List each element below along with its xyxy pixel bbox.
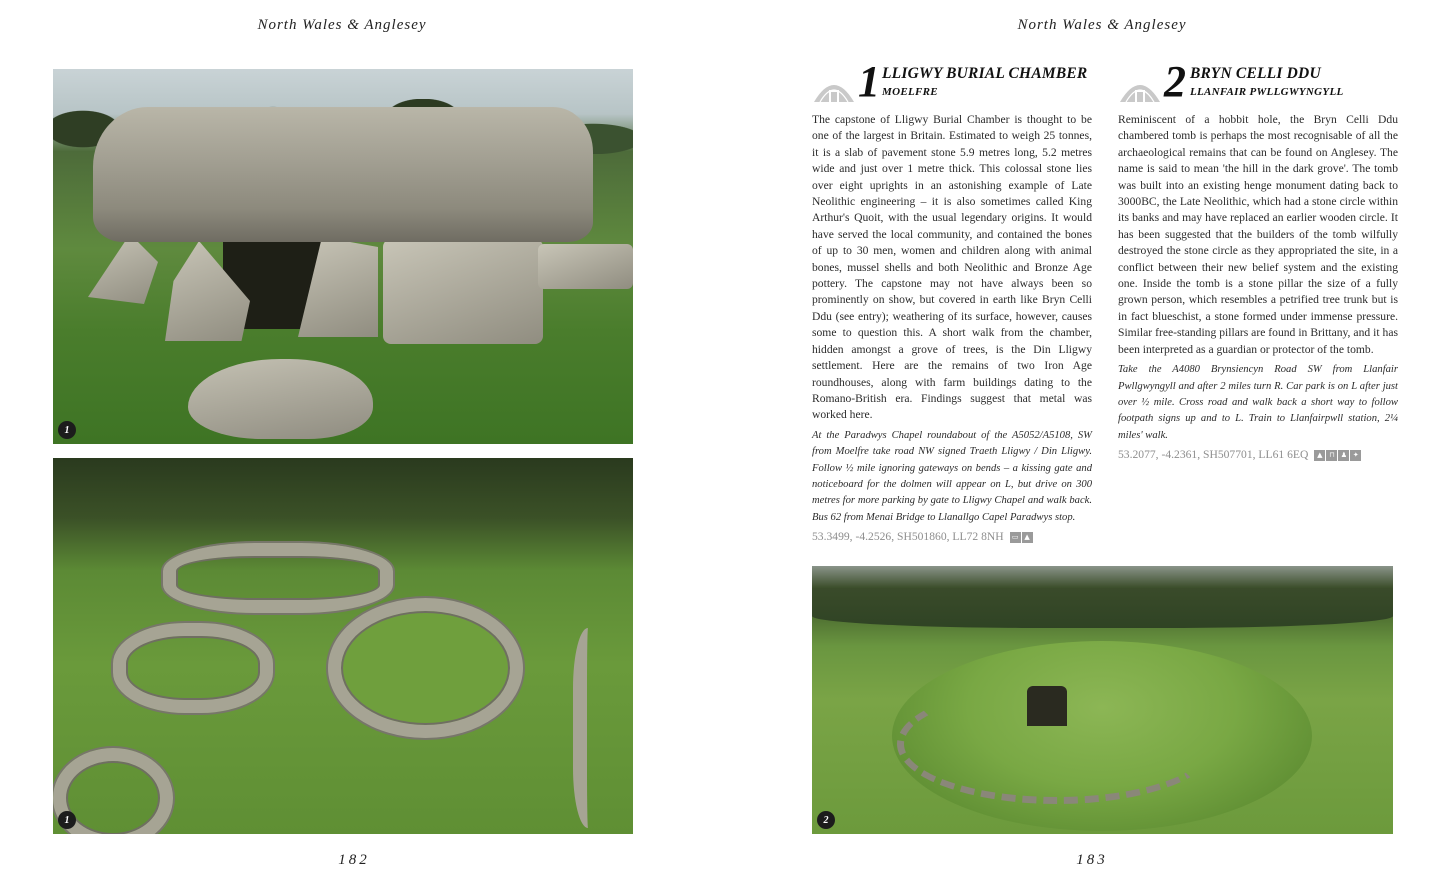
upright-stone xyxy=(88,234,158,304)
photo-number-badge: 1 xyxy=(58,421,76,439)
entry-directions: At the Paradwys Chapel roundabout of the A5052/A5108, SW from Moelfre take road NW signed Traeth Lligwy / Din Lligwy. Follow ½ mile ignoring gateways on bends – a kissing gate and noticeboard for the dolmen will appear on L, but drive on 300 metres for more parking by gate to Lligwy Chapel and walk back. Bus 62 from Menai Bridge to Llanallgo Capel Paradwys stop. xyxy=(812,429,1092,523)
entry-number: 2 xyxy=(1164,57,1186,106)
photo-number-badge: 1 xyxy=(58,811,76,829)
entry-body: The capstone of Lligwy Burial Chamber is thought to be one of the largest in Britain. Estimated to weigh 25 tonnes, it is a slab of pavement stone 5.9 metres long, 5.2 metres wide and just over 1 metre thick. This colossal stone lies over eight uprights in an astonishing example of Late Neolithic engineering – it is also sometimes called King Arthur's Quoit, with the usual legendary origins. It would have served the local community, and contained the bones of up to 30 men, women and children along with animal bones, mussel shells and both Neolithic and Bronze Age pottery. The capstone may not have always been so prominently on show, but covered in earth like Bryn Celli Ddu (see entry); weathering of its surface, however, causes some to question this. A short walk from the chamber, hidden amongst a grove of trees, is the Din Lligwy settlement. Here are the remains of two Iron Age roundhouses, along with farm buildings dating to the Romano-British era. Findings suggest that metal was worked here. xyxy=(812,113,1092,422)
photo-number-badge: 2 xyxy=(817,811,835,829)
upright-stone xyxy=(538,244,633,289)
stone-wall xyxy=(573,628,623,828)
mountain-icon: ▲ xyxy=(1022,532,1033,543)
entry-coordinates: 53.3499, -4.2526, SH501860, LL72 8NH xyxy=(812,530,1004,544)
entry-bryn-celli-ddu xyxy=(1118,57,1398,463)
entry-body: Reminiscent of a hobbit hole, the Bryn Celli Ddu chambered tomb is perhaps the most recognisable of all the archaeological remains that can be found on Anglesey. The name is said to mean 'the hill in the dark grove'. The tomb was built into an existing henge monument dating back to 3000BC, the Late Neolithic, which had a stone circle within its banks and may have replaced an earlier wooden circle. It has been suggested that the builders of the tomb wilfully destroyed the stone circle as they appropriated the site, in a conflict between their new belief system and the existing one. Inside the tomb is a stone pillar the size of a fully grown person, which resembles a petrified tree trunk but is in fact blueschist, a stone formed under immense pressure. Similar free-standing pillars are found in Brittany, and it has been interpreted as a guardian or protector of the tomb. xyxy=(1118,113,1398,356)
entry-coordinates-row xyxy=(1118,447,1398,463)
burial-mound-icon xyxy=(1118,72,1162,102)
entry-directions: Take the A4080 Brynsiencyn Road SW from Llanfair Pwllgwyngyll and after 2 miles turn R. Car park is on L after just over ½ mile. Cross road and walk back a short way to follow footpath signs up and to L. Train to Llanfairpwll station, 2¼ miles' walk. xyxy=(1118,364,1398,441)
entry-header xyxy=(1118,57,1398,110)
page-number-right: 183 xyxy=(1076,852,1108,868)
roundhouse-ring xyxy=(328,598,523,738)
entry-lligwy-burial-chamber xyxy=(812,57,1092,545)
photo-lligwy-dolmen xyxy=(53,69,633,444)
stone-wall xyxy=(113,623,273,713)
running-head-right: North Wales & Anglesey xyxy=(1017,17,1187,33)
mountain-icon: ▲ xyxy=(1314,450,1325,461)
picnic-icon: ⊓ xyxy=(1326,450,1337,461)
entry-header xyxy=(812,57,1092,110)
bus-icon: ▭ xyxy=(1010,532,1021,543)
entry-location: MOELFRE xyxy=(882,86,938,98)
page-number-left: 182 xyxy=(338,852,370,868)
entry-location: LLANFAIR PWLLGWYNGYLL xyxy=(1190,86,1344,98)
photo-bryn-celli-ddu xyxy=(812,566,1393,834)
tomb-entrance xyxy=(1027,686,1067,726)
capstone xyxy=(93,107,593,242)
feature-icons xyxy=(1314,450,1361,461)
photo-din-lligwy-settlement xyxy=(53,458,633,834)
family-icon: ♟ xyxy=(1338,450,1349,461)
running-head-left: North Wales & Anglesey xyxy=(257,17,427,33)
entry-title: LLIGWY BURIAL CHAMBER xyxy=(882,65,1088,82)
foreground-rock xyxy=(188,359,373,439)
feature-icons xyxy=(1010,532,1033,543)
walk-icon: ✦ xyxy=(1350,450,1361,461)
hedgerow xyxy=(812,588,1393,628)
entry-number: 1 xyxy=(858,57,880,106)
entry-coordinates: 53.2077, -4.2361, SH507701, LL61 6EQ xyxy=(1118,448,1309,462)
burial-mound-icon xyxy=(812,72,856,102)
entry-title: BRYN CELLI DDU xyxy=(1190,65,1321,82)
stone-wall xyxy=(163,543,393,613)
upright-stone xyxy=(383,239,543,344)
entry-coordinates-row xyxy=(812,529,1092,545)
